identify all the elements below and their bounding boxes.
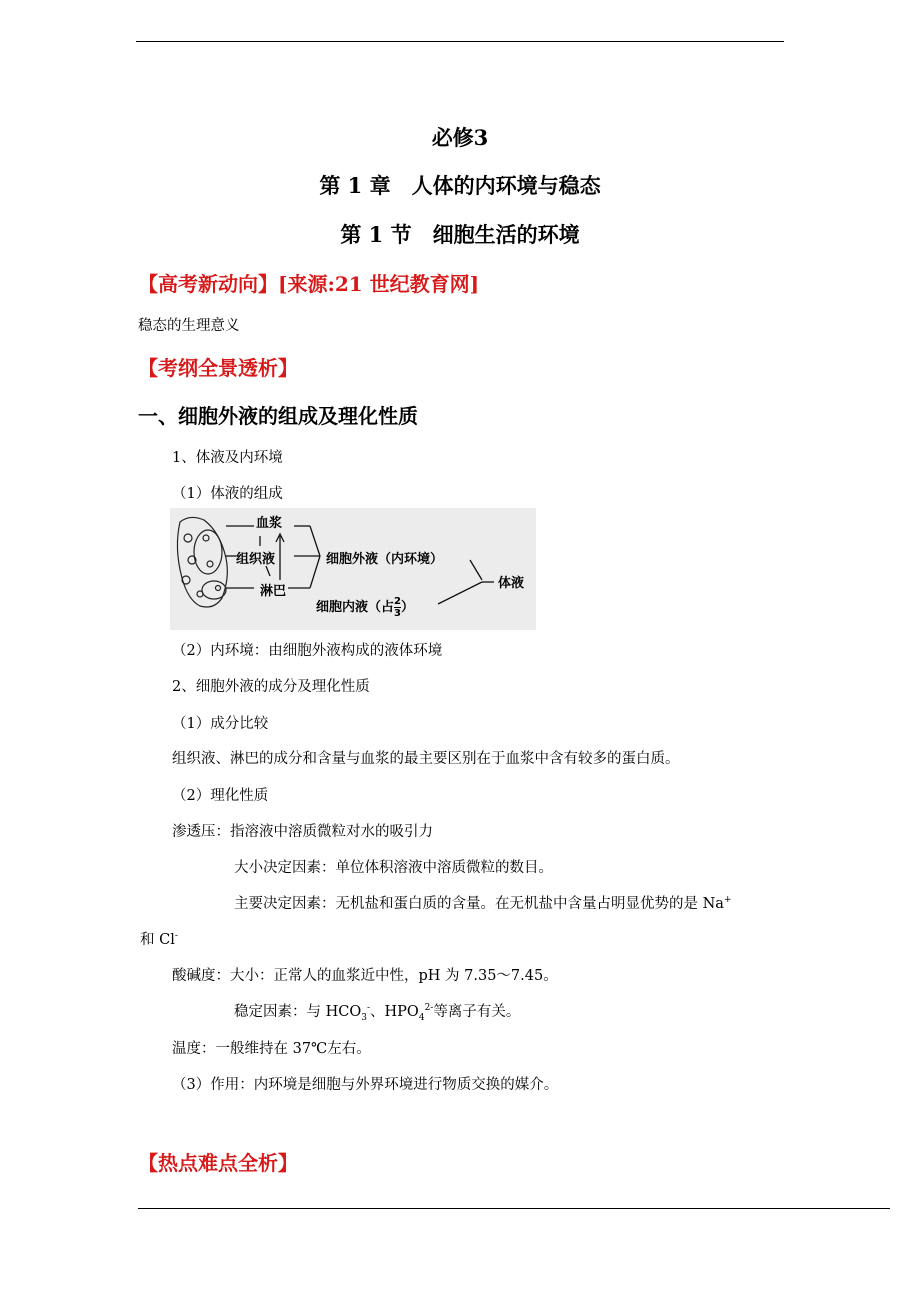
label-intracellular xyxy=(316,596,414,619)
heading-1: 一、细胞外液的组成及理化性质 xyxy=(138,404,418,428)
fraction-den: 3 xyxy=(394,608,401,619)
osmotic-main-text: 主要决定因素：无机盐和蛋白质的含量。在无机盐中含量占明显优势的是 Na xyxy=(234,896,724,912)
hco3-sub: 3 xyxy=(361,1012,367,1023)
para-2-1: （1）成分比较 xyxy=(172,716,269,732)
ph-line: 酸碱度：大小：正常人的血浆近中性，pH 为 7.35～7.45。 xyxy=(172,968,558,984)
para-2-3: （3）作用：内环境是细胞与外界环境进行物质交换的媒介。 xyxy=(172,1077,559,1093)
para-1: 1、体液及内环境 xyxy=(172,450,283,466)
para-2: 2、细胞外液的成分及理化性质 xyxy=(172,679,370,695)
footer-rule xyxy=(138,1208,890,1209)
osmotic-main-cont xyxy=(140,928,178,949)
outline-heading: 【考纲全景透析】 xyxy=(138,356,298,380)
ph-stable xyxy=(234,1000,520,1023)
body-fluid-diagram xyxy=(170,508,536,630)
osmotic-main-factor xyxy=(234,892,732,913)
fraction xyxy=(394,596,401,619)
para-1-1: （1）体液的组成 xyxy=(172,486,283,502)
osmotic-cont-text: 和 Cl xyxy=(140,932,175,948)
label-plasma: 血浆 xyxy=(256,516,283,531)
na-charge: + xyxy=(723,895,732,906)
intracellular-close: ） xyxy=(400,600,414,615)
new-trend-body: 稳态的生理意义 xyxy=(138,318,240,334)
new-trend-heading: 【高考新动向】[来源:21 世纪教育网] xyxy=(138,272,480,296)
para-1-2: （2）内环境：由细胞外液构成的液体环境 xyxy=(172,643,443,659)
chapter-title: 第 1 章 人体的内环境与稳态 xyxy=(319,173,601,198)
hpo4-sub: 4 xyxy=(418,1012,425,1023)
hot-topic-heading: 【热点难点全析】 xyxy=(138,1151,298,1175)
temperature: 温度：一般维持在 37℃左右。 xyxy=(172,1041,371,1057)
ph-stable-a: 稳定因素：与 HCO xyxy=(234,1004,362,1020)
intracellular-text: 细胞内液（占 xyxy=(316,600,395,615)
osmotic-pressure: 渗透压：指溶液中溶质微粒对水的吸引力 xyxy=(172,824,433,840)
header-rule xyxy=(136,41,784,42)
ph-stable-c: 等离子有关。 xyxy=(433,1004,521,1020)
fraction-num: 2 xyxy=(394,596,401,607)
label-tissue-fluid: 组织液 xyxy=(236,552,276,567)
label-extracellular: 细胞外液（内环境） xyxy=(326,552,444,567)
book-title: 必修3 xyxy=(431,125,489,150)
cl-charge: - xyxy=(174,931,178,942)
label-lymph: 淋巴 xyxy=(260,584,287,599)
section-title: 第 1 节 细胞生活的环境 xyxy=(340,222,580,247)
label-body-fluid: 体液 xyxy=(498,576,525,591)
osmotic-size-factor: 大小决定因素：单位体积溶液中溶质微粒的数目。 xyxy=(234,860,553,876)
hpo4-sup: 2- xyxy=(424,1003,434,1014)
para-2-1-text: 组织液、淋巴的成分和含量与血浆的最主要区别在于血浆中含有较多的蛋白质。 xyxy=(172,751,680,767)
para-2-2: （2）理化性质 xyxy=(172,788,269,804)
ph-stable-b: 、HPO xyxy=(370,1004,419,1020)
hco3-sup: - xyxy=(366,1003,371,1014)
